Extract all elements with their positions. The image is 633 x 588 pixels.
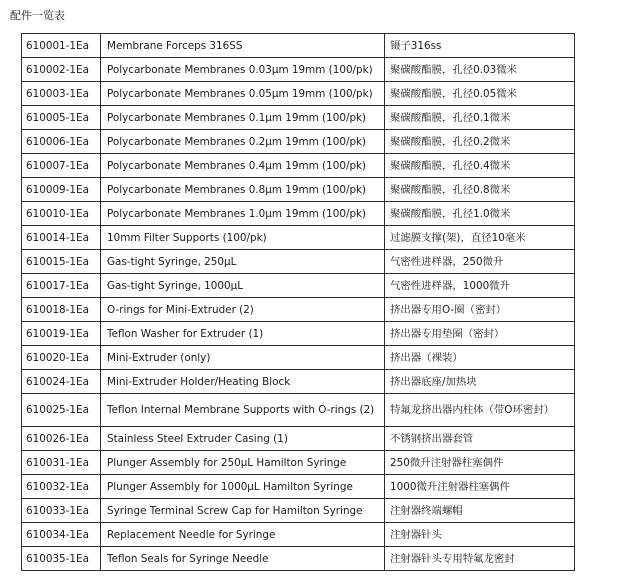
chinese-name-cell: 特氟龙挤出器内柱体（带O环密封） xyxy=(385,394,575,427)
table-row xyxy=(22,322,575,346)
description-cell: Polycarbonate Membranes 0.1µm 19mm (100/pk) xyxy=(101,106,385,130)
description-cell: Mini-Extruder (only) xyxy=(101,346,385,370)
part-number-cell: 610020-1Ea xyxy=(22,346,101,370)
chinese-name-cell: 挤出器专用垫圈（密封） xyxy=(385,322,575,346)
table-row xyxy=(22,370,575,394)
part-number-cell: 610001-1Ea xyxy=(22,34,101,58)
table-row xyxy=(22,34,575,58)
part-number-cell: 610018-1Ea xyxy=(22,298,101,322)
part-number-cell: 610010-1Ea xyxy=(22,202,101,226)
description-cell: Gas-tight Syringe, 250µL xyxy=(101,250,385,274)
chinese-name-cell: 1000微升注射器柱塞偶件 xyxy=(385,475,575,499)
chinese-name-cell: 挤出器（裸装） xyxy=(385,346,575,370)
chinese-name-cell: 镊子316ss xyxy=(385,34,575,58)
description-cell: Polycarbonate Membranes 0.2µm 19mm (100/pk) xyxy=(101,130,385,154)
chinese-name-cell: 气密性进样器，1000微升 xyxy=(385,274,575,298)
chinese-name-cell: 注射器终端螺帽 xyxy=(385,499,575,523)
part-number-cell: 610032-1Ea xyxy=(22,475,101,499)
description-cell: O-rings for Mini-Extruder (2) xyxy=(101,298,385,322)
table-row xyxy=(22,58,575,82)
part-number-cell: 610035-1Ea xyxy=(22,547,101,571)
table-row xyxy=(22,82,575,106)
chinese-name-cell: 聚碳酸酯膜，孔径1.0微米 xyxy=(385,202,575,226)
chinese-name-cell: 不锈钢挤出器套管 xyxy=(385,427,575,451)
description-cell: Polycarbonate Membranes 0.8µm 19mm (100/pk) xyxy=(101,178,385,202)
chinese-name-cell: 聚碳酸酯膜，孔径0.4微米 xyxy=(385,154,575,178)
description-cell: Stainless Steel Extruder Casing (1) xyxy=(101,427,385,451)
part-number-cell: 610031-1Ea xyxy=(22,451,101,475)
part-number-cell: 610009-1Ea xyxy=(22,178,101,202)
chinese-name-cell: 聚碳酸酯膜，孔径0.2微米 xyxy=(385,130,575,154)
part-number-cell: 610034-1Ea xyxy=(22,523,101,547)
description-cell: Teflon Washer for Extruder (1) xyxy=(101,322,385,346)
chinese-name-cell: 挤出器底座/加热块 xyxy=(385,370,575,394)
table-row xyxy=(22,499,575,523)
chinese-name-cell: 气密性进样器，250微升 xyxy=(385,250,575,274)
description-cell: Polycarbonate Membranes 0.05µm 19mm (100/pk) xyxy=(101,82,385,106)
description-cell: Polycarbonate Membranes 1.0µm 19mm (100/pk) xyxy=(101,202,385,226)
chinese-name-cell: 过滤膜支撑(架)，直径10毫米 xyxy=(385,226,575,250)
chinese-name-cell: 注射器针头 xyxy=(385,523,575,547)
chinese-name-cell: 聚碳酸酯膜，孔径0.03微米 xyxy=(385,58,575,82)
description-cell: Mini-Extruder Holder/Heating Block xyxy=(101,370,385,394)
description-cell: Replacement Needle for Syringe xyxy=(101,523,385,547)
description-cell: Polycarbonate Membranes 0.4µm 19mm (100/pk) xyxy=(101,154,385,178)
table-row xyxy=(22,394,575,427)
parts-table xyxy=(21,33,575,571)
part-number-cell: 610003-1Ea xyxy=(22,82,101,106)
table-row xyxy=(22,178,575,202)
chinese-name-cell: 聚碳酸酯膜，孔径0.1微米 xyxy=(385,106,575,130)
document-title: 配件一览表 xyxy=(10,9,65,22)
table-row xyxy=(22,451,575,475)
table-row xyxy=(22,547,575,571)
description-cell: Syringe Terminal Screw Cap for Hamilton Syringe xyxy=(101,499,385,523)
table-row xyxy=(22,427,575,451)
table-row xyxy=(22,250,575,274)
table-row xyxy=(22,346,575,370)
table-row xyxy=(22,106,575,130)
table-row xyxy=(22,475,575,499)
description-cell: Polycarbonate Membranes 0.03µm 19mm (100/pk) xyxy=(101,58,385,82)
parts-table-body xyxy=(22,34,575,571)
table-row xyxy=(22,274,575,298)
part-number-cell: 610033-1Ea xyxy=(22,499,101,523)
chinese-name-cell: 挤出器专用O-圈（密封） xyxy=(385,298,575,322)
table-row xyxy=(22,202,575,226)
table-row xyxy=(22,226,575,250)
description-cell: 10mm Filter Supports (100/pk) xyxy=(101,226,385,250)
part-number-cell: 610025-1Ea xyxy=(22,394,101,427)
part-number-cell: 610026-1Ea xyxy=(22,427,101,451)
part-number-cell: 610019-1Ea xyxy=(22,322,101,346)
part-number-cell: 610006-1Ea xyxy=(22,130,101,154)
part-number-cell: 610014-1Ea xyxy=(22,226,101,250)
table-row xyxy=(22,154,575,178)
part-number-cell: 610007-1Ea xyxy=(22,154,101,178)
table-row xyxy=(22,523,575,547)
part-number-cell: 610017-1Ea xyxy=(22,274,101,298)
chinese-name-cell: 注射器针头专用特氟龙密封 xyxy=(385,547,575,571)
table-row xyxy=(22,298,575,322)
part-number-cell: 610005-1Ea xyxy=(22,106,101,130)
description-cell: Gas-tight Syringe, 1000µL xyxy=(101,274,385,298)
description-cell: Plunger Assembly for 1000µL Hamilton Syringe xyxy=(101,475,385,499)
part-number-cell: 610015-1Ea xyxy=(22,250,101,274)
description-cell: Membrane Forceps 316SS xyxy=(101,34,385,58)
part-number-cell: 610024-1Ea xyxy=(22,370,101,394)
chinese-name-cell: 250微升注射器柱塞偶件 xyxy=(385,451,575,475)
table-row xyxy=(22,130,575,154)
description-cell: Plunger Assembly for 250µL Hamilton Syringe xyxy=(101,451,385,475)
chinese-name-cell: 聚碳酸酯膜，孔径0.8微米 xyxy=(385,178,575,202)
chinese-name-cell: 聚碳酸酯膜，孔径0.05微米 xyxy=(385,82,575,106)
description-cell: Teflon Internal Membrane Supports with O-rings (2) xyxy=(101,394,385,427)
description-cell: Teflon Seals for Syringe Needle xyxy=(101,547,385,571)
part-number-cell: 610002-1Ea xyxy=(22,58,101,82)
